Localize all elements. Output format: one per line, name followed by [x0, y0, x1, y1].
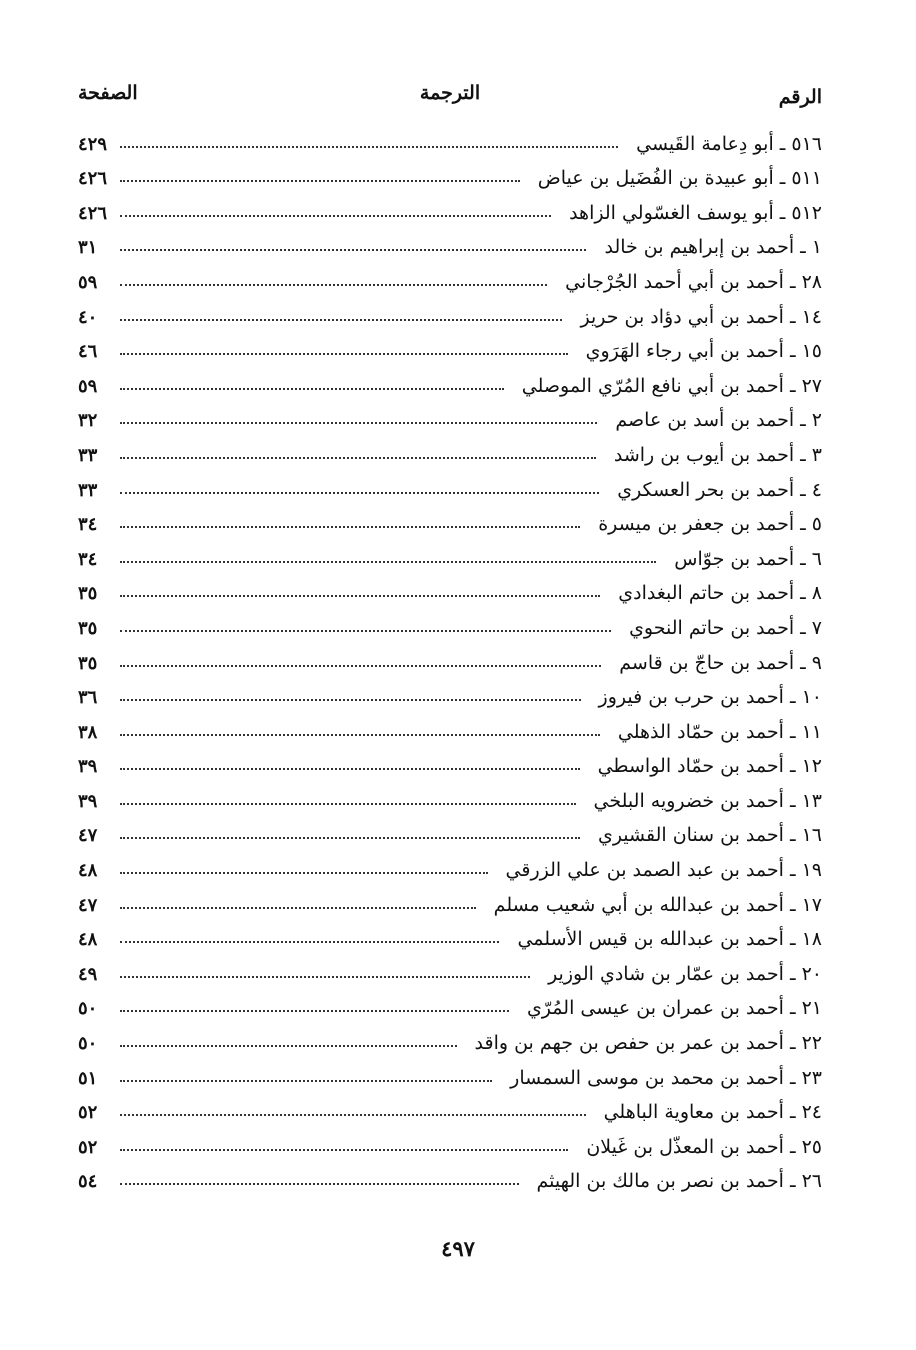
dot-leader [120, 319, 562, 321]
entry-title: ١٦ ـ أحمد بن سنان القشيري [597, 824, 822, 847]
index-entry [78, 1162, 822, 1197]
index-entry [78, 332, 822, 367]
dot-leader [120, 630, 611, 632]
entry-title: ٢٧ ـ أحمد بن أبي نافع المُرّي الموصلي [521, 374, 822, 397]
entry-title: ١٣ ـ أحمد بن خضرويه البلخي [593, 789, 822, 812]
entry-title: ٧ ـ أحمد بن حاتم النحوي [629, 616, 822, 639]
index-entry [78, 850, 822, 885]
dot-leader [120, 734, 600, 736]
entry-title: ٤ ـ أحمد بن بحر العسكري [617, 478, 822, 501]
entry-title: ١٠ ـ أحمد بن حرب بن فيروز [598, 686, 822, 709]
dot-leader [120, 146, 618, 148]
index-header [78, 82, 822, 116]
dot-leader [120, 457, 596, 459]
index-entry [78, 781, 822, 816]
entry-page-number: ٣٨ [78, 721, 98, 743]
entry-title: ١٢ ـ أحمد بن حمّاد الواسطي [597, 755, 822, 778]
dot-leader [120, 215, 551, 217]
entry-title: ٢٠ ـ أحمد بن عمّار بن شادي الوزير [548, 962, 822, 985]
index-entry [78, 954, 822, 989]
index-entry [78, 816, 822, 851]
index-entry [78, 643, 822, 678]
dot-leader [120, 1114, 586, 1116]
index-entry [78, 124, 822, 159]
index-entry [78, 747, 822, 782]
entry-title: ١ ـ أحمد بن إبراهيم بن خالد [604, 236, 822, 259]
entry-page-number: ٥٩ [78, 271, 98, 293]
dot-leader [120, 872, 488, 874]
index-entry [78, 159, 822, 194]
index-entry [78, 1093, 822, 1128]
entry-title: ١٩ ـ أحمد بن عبد الصمد بن علي الزرقي [505, 859, 822, 882]
entry-title: ٥١٦ ـ أبو دِعامة القَيسي [636, 132, 822, 155]
entry-page-number: ٣٩ [78, 756, 98, 778]
dot-leader [120, 595, 600, 597]
index-entry [78, 366, 822, 401]
entry-title: ٢٢ ـ أحمد بن عمر بن حفص بن جهم بن واقد [474, 1032, 822, 1055]
index-entry [78, 1058, 822, 1093]
entry-page-number: ٤٢٦ [78, 168, 108, 190]
entry-title: ٢٦ ـ أحمد بن نصر بن مالك بن الهيثم [536, 1170, 822, 1193]
index-entry [78, 608, 822, 643]
dot-leader [120, 768, 580, 770]
index-entry [78, 193, 822, 228]
index-entry [78, 539, 822, 574]
entry-page-number: ٣٤ [78, 548, 98, 570]
entry-page-number: ٣٤ [78, 514, 98, 536]
entry-title: ٢٤ ـ أحمد بن معاوية الباهلي [603, 1101, 822, 1124]
entry-title: ١١ ـ أحمد بن حمّاد الذهلي [617, 720, 822, 743]
index-entry [78, 470, 822, 505]
dot-leader [120, 837, 580, 839]
entry-page-number: ٤٨ [78, 860, 98, 882]
entry-title: ٣ ـ أحمد بن أيوب بن راشد [613, 443, 822, 466]
entry-page-number: ٤٢٩ [78, 133, 108, 155]
dot-leader [120, 388, 504, 390]
entry-title: ١٤ ـ أحمد بن أبي دؤاد بن حريز [580, 305, 822, 328]
dot-leader [120, 422, 597, 424]
dot-leader [120, 249, 586, 251]
entry-title: ٥١١ ـ أبو عبيدة بن الفُضَيل بن عياض [537, 167, 822, 190]
entry-page-number: ٣٦ [78, 687, 98, 709]
dot-leader [120, 907, 476, 909]
entry-page-number: ٣٥ [78, 583, 98, 605]
entry-page-number: ٥٤ [78, 1171, 98, 1193]
entry-title: ٢٣ ـ أحمد بن محمد بن موسى السمسار [510, 1066, 822, 1089]
entry-title: ١٨ ـ أحمد بن عبدالله بن قيس الأسلمي [517, 928, 822, 951]
entry-title: ٢١ ـ أحمد بن عمران بن عيسى المُرّي [526, 997, 822, 1020]
entry-page-number: ٤٨ [78, 929, 98, 951]
index-entry [78, 435, 822, 470]
entry-page-number: ٤٧ [78, 825, 98, 847]
header-title-label: الترجمة [419, 82, 481, 104]
index-entry [78, 712, 822, 747]
dot-leader [120, 1010, 509, 1012]
entry-page-number: ٤٢٦ [78, 202, 108, 224]
index-entry [78, 920, 822, 955]
entry-page-number: ٣١ [78, 237, 98, 259]
entry-page-number: ٤٩ [78, 963, 98, 985]
entry-title: ٨ ـ أحمد بن حاتم البغدادي [618, 582, 822, 605]
entry-title: ٩ ـ أحمد بن حاجّ بن قاسم [619, 651, 822, 674]
dot-leader [120, 699, 581, 701]
page-number: ٤٩٧ [441, 1236, 475, 1261]
dot-leader [120, 284, 547, 286]
index-entry [78, 1127, 822, 1162]
index-entry [78, 1023, 822, 1058]
dot-leader [120, 353, 568, 355]
entry-title: ٦ ـ أحمد بن جوّاس [674, 547, 822, 570]
dot-leader [120, 1045, 457, 1047]
entry-page-number: ٣٣ [78, 479, 98, 501]
entry-page-number: ٣٥ [78, 617, 98, 639]
entry-page-number: ٥٢ [78, 1136, 98, 1158]
entry-page-number: ٥١ [78, 1067, 98, 1089]
dot-leader [120, 526, 580, 528]
dot-leader [120, 180, 520, 182]
dot-leader [120, 976, 530, 978]
entry-title: ١٧ ـ أحمد بن عبدالله بن أبي شعيب مسلم [493, 893, 822, 916]
dot-leader [120, 665, 601, 667]
dot-leader [120, 1080, 492, 1082]
dot-leader [120, 1149, 568, 1151]
entry-page-number: ٥٠ [78, 1033, 98, 1055]
entry-page-number: ٣٥ [78, 652, 98, 674]
dot-leader [120, 492, 599, 494]
entry-page-number: ٥٩ [78, 375, 98, 397]
index-entry [78, 885, 822, 920]
entry-title: ٥ ـ أحمد بن جعفر بن ميسرة [598, 513, 822, 536]
entry-page-number: ٥٠ [78, 998, 98, 1020]
dot-leader [120, 941, 499, 943]
dot-leader [120, 803, 576, 805]
header-page-label: الصفحة [78, 82, 138, 104]
entry-title: ٢ ـ أحمد بن أسد بن عاصم [615, 409, 822, 432]
index-entry [78, 574, 822, 609]
index-entry [78, 401, 822, 436]
entry-page-number: ٤٧ [78, 894, 98, 916]
entry-page-number: ٣٩ [78, 790, 98, 812]
dot-leader [120, 561, 656, 563]
entry-page-number: ٥٢ [78, 1102, 98, 1124]
header-number-label: الرقم [778, 86, 822, 108]
index-entry [78, 678, 822, 713]
entry-title: ٢٥ ـ أحمد بن المعذّل بن غَيلان [586, 1135, 822, 1158]
entry-page-number: ٤٦ [78, 341, 98, 363]
dot-leader [120, 1183, 519, 1185]
index-entry [78, 505, 822, 540]
index-entry [78, 297, 822, 332]
index-entry [78, 228, 822, 263]
index-entry [78, 262, 822, 297]
entry-page-number: ٣٣ [78, 444, 98, 466]
entry-page-number: ٣٢ [78, 410, 98, 432]
index-list [78, 124, 822, 1196]
entry-title: ٥١٢ ـ أبو يوسف الغسّولي الزاهد [569, 201, 822, 224]
entry-title: ٢٨ ـ أحمد بن أبي أحمد الجُرْجاني [565, 270, 822, 293]
entry-page-number: ٤٠ [78, 306, 98, 328]
entry-title: ١٥ ـ أحمد بن أبي رجاء الهَرَوي [585, 340, 822, 363]
index-entry [78, 989, 822, 1024]
